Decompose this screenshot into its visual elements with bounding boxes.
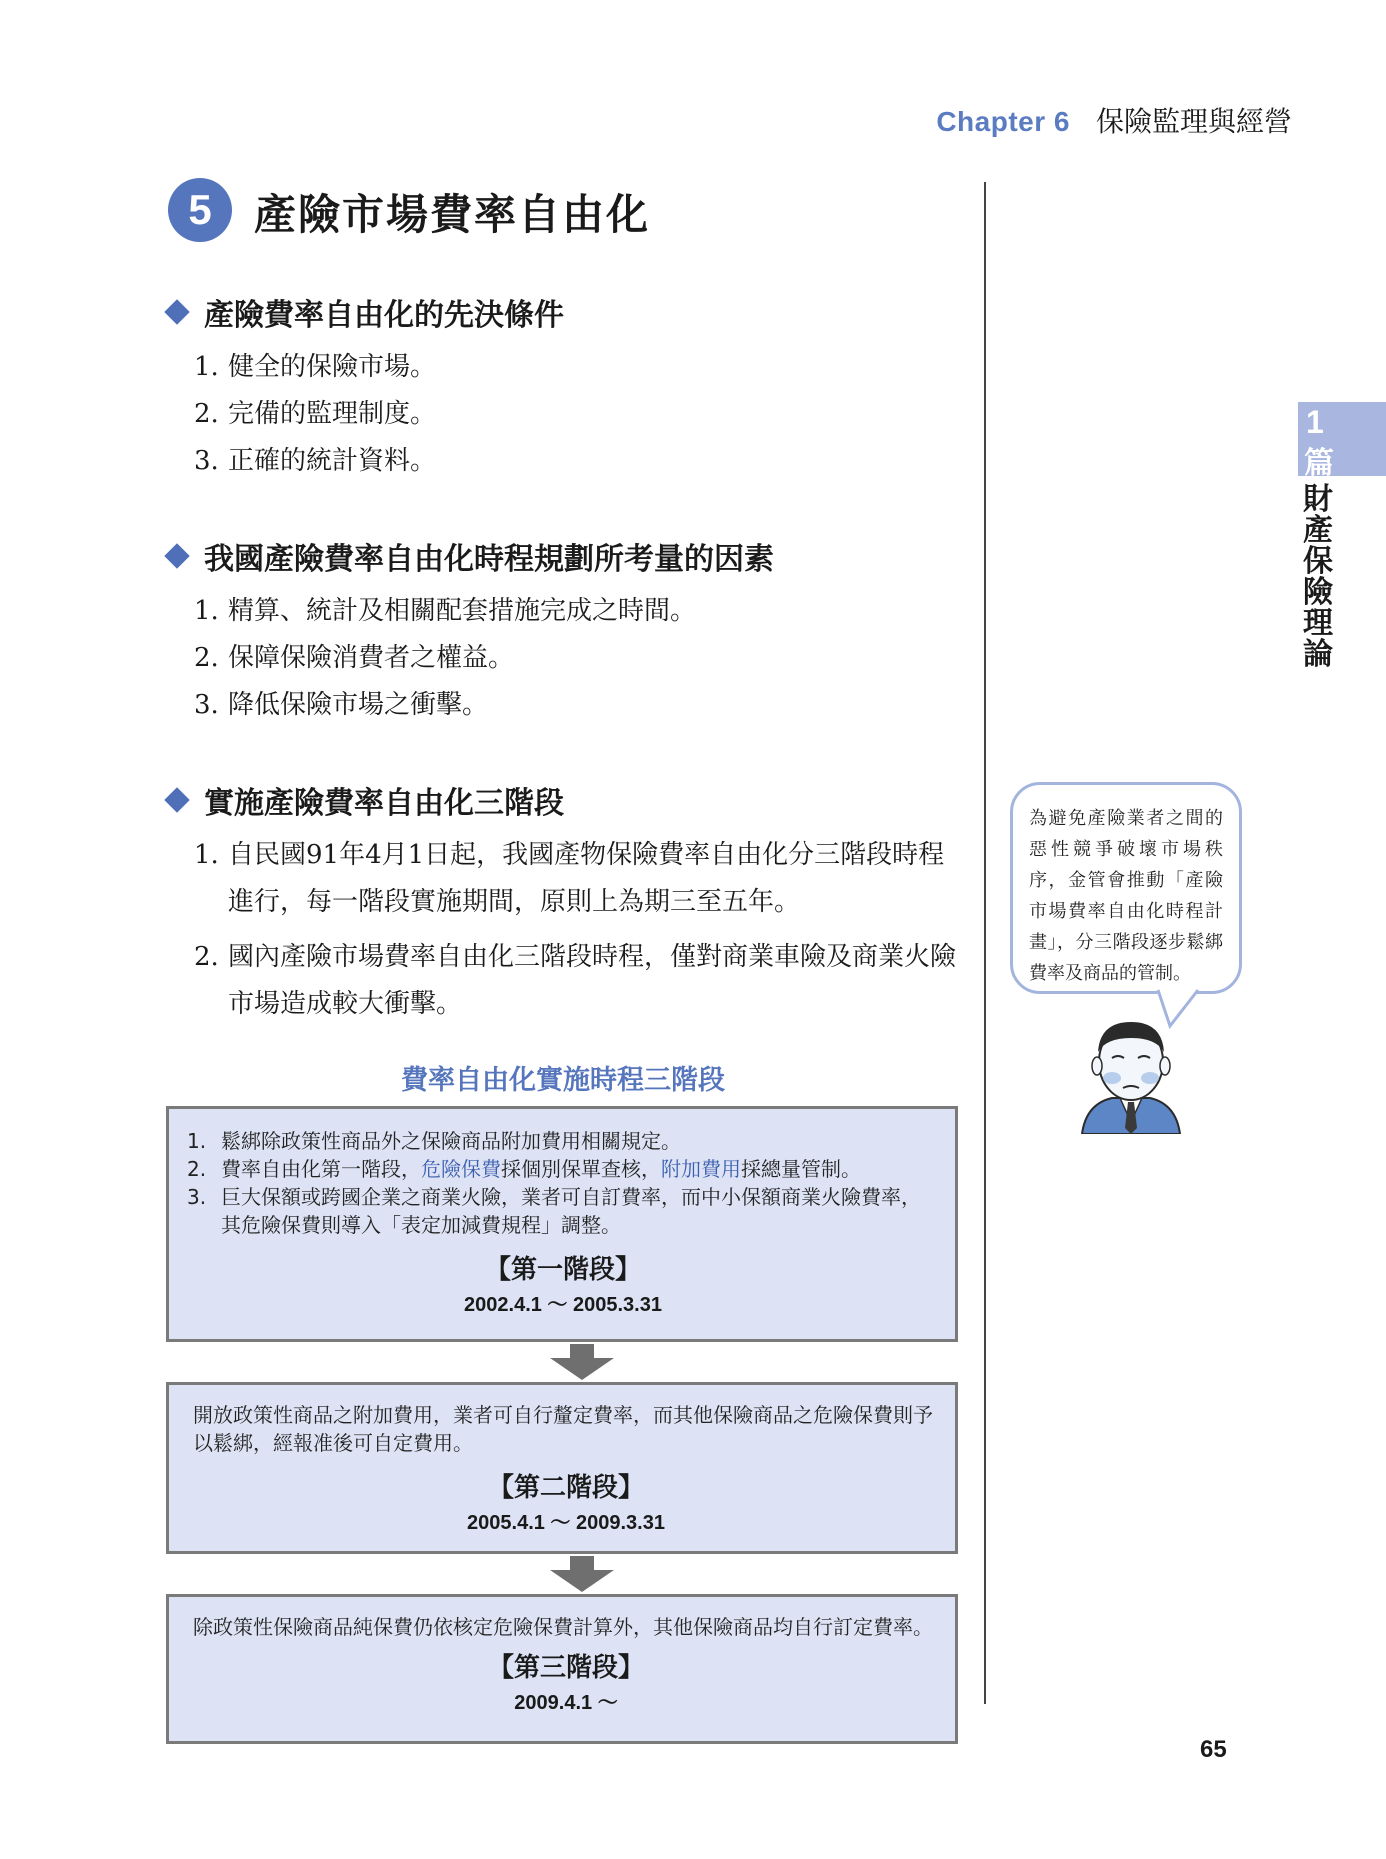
chapter-title: 保險監理與經營 [1095,105,1292,138]
part-number: 1 [1306,404,1324,440]
list-item-number: 3. [194,446,219,476]
stage2-dates: 2005.4.1 ～ 2009.3.31 [467,1512,665,1534]
list-item [194,682,696,729]
stage1-item [187,1127,939,1155]
section-title: 產險市場費率自由化 [254,190,651,239]
factors-list [194,588,696,729]
down-arrow-icon [550,1344,614,1380]
list-item [194,934,968,1028]
diamond-bullet-icon [164,787,189,812]
list-item [194,588,696,635]
highlight-term: 附加費用 [661,1157,741,1181]
stage1-item [187,1183,939,1239]
subheading-factors [168,534,774,578]
item-number: 1. [187,1129,207,1153]
list-item-text: 自民國91年4月1日起，我國產物保險費率自由化分三階段時程進行，每一階段實施期間，原則上為期三至五年。 [228,840,945,917]
list-item [194,635,696,682]
list-item [194,438,436,485]
list-item [194,832,968,926]
item-text: 採個別保單查核， [501,1157,661,1181]
stage3-label: 【第三階段】 [487,1653,644,1683]
item-text: 費率自由化第一階段， [221,1157,421,1181]
stage2-label: 【第二階段】 [487,1473,644,1503]
item-text: 巨大保額或跨國企業之商業火險，業者可自訂費率，而中小保額商業火險費率，其危險保費則導入「表定加減費規程」調整。 [221,1185,921,1237]
subheading-three-stages [168,778,564,822]
stage1-item [187,1155,939,1183]
subheading-text: 產險費率自由化的先決條件 [204,298,564,333]
item-text: 鬆綁除政策性商品外之保險商品附加費用相關規定。 [221,1129,681,1153]
list-item-text: 降低保險市場之衝擊。 [228,690,489,720]
businessman-illustration [1076,1010,1186,1134]
part-label: 篇 [1304,446,1334,481]
stage1-box [166,1106,958,1342]
stage1-dates: 2002.4.1 ～ 2005.3.31 [464,1294,662,1316]
stage1-label: 【第一階段】 [484,1255,641,1285]
highlight-term: 危險保費 [421,1157,501,1181]
list-item [194,344,436,391]
list-item-text: 完備的監理制度。 [228,399,437,429]
item-text: 採總量管制。 [741,1157,861,1181]
list-item-number: 2. [194,643,219,673]
section-number-badge: 5 [168,178,232,242]
down-arrow-icon [550,1556,614,1592]
subheading-text: 實施產險費率自由化三階段 [204,786,564,821]
list-item-number: 3. [194,690,219,720]
stage2-text: 開放政策性商品之附加費用，業者可自行釐定費率，而其他保險商品之危險保費則予以鬆綁，經報准後可自定費用。 [193,1403,933,1455]
stage3-text: 除政策性保險商品純保費仍依核定危險保費計算外，其他保險商品均自行訂定費率。 [193,1615,933,1639]
list-item-number: 1. [194,596,219,626]
three-stages-list [194,832,968,1036]
speech-bubble: 為避免產險業者之間的惡性競爭破壞市場秩序，金管會推動「產險市場費率自由化時程計畫」，分三階段逐步鬆綁費率及商品的管制。 [1010,782,1242,994]
stage3-dates: 2009.4.1 ～ [514,1692,618,1714]
list-item-text: 健全的保險市場。 [228,352,437,382]
list-item-number: 2. [194,399,219,429]
subheading-text: 我國產險費率自由化時程規劃所考量的因素 [204,542,774,577]
column-divider [984,182,986,1704]
diamond-bullet-icon [164,543,189,568]
chapter-label: Chapter 6 [936,106,1070,137]
list-item-text: 保障保險消費者之權益。 [228,643,515,673]
list-item-number: 1. [194,352,219,382]
list-item-number: 2. [194,942,219,972]
list-item [194,391,436,438]
list-item-text: 正確的統計資料。 [228,446,437,476]
diamond-bullet-icon [164,299,189,324]
list-item-text: 國內產險市場費率自由化三階段時程，僅對商業車險及商業火險市場造成較大衝擊。 [228,942,957,1019]
page-number: 65 [1200,1736,1227,1763]
flowchart-title: 費率自由化實施時程三階段 [401,1065,725,1096]
prerequisites-list [194,344,436,485]
part-tab [1298,402,1386,481]
stage2-box [166,1382,958,1554]
stage3-box [166,1594,958,1744]
list-item-text: 精算、統計及相關配套措施完成之時間。 [228,596,697,626]
item-number: 2. [187,1157,207,1181]
item-number: 3. [187,1185,207,1209]
list-item-number: 1. [194,840,219,870]
part-title-vertical: 財產保險理論 [1303,482,1333,672]
subheading-prerequisites [168,290,564,334]
running-header [936,100,1292,140]
